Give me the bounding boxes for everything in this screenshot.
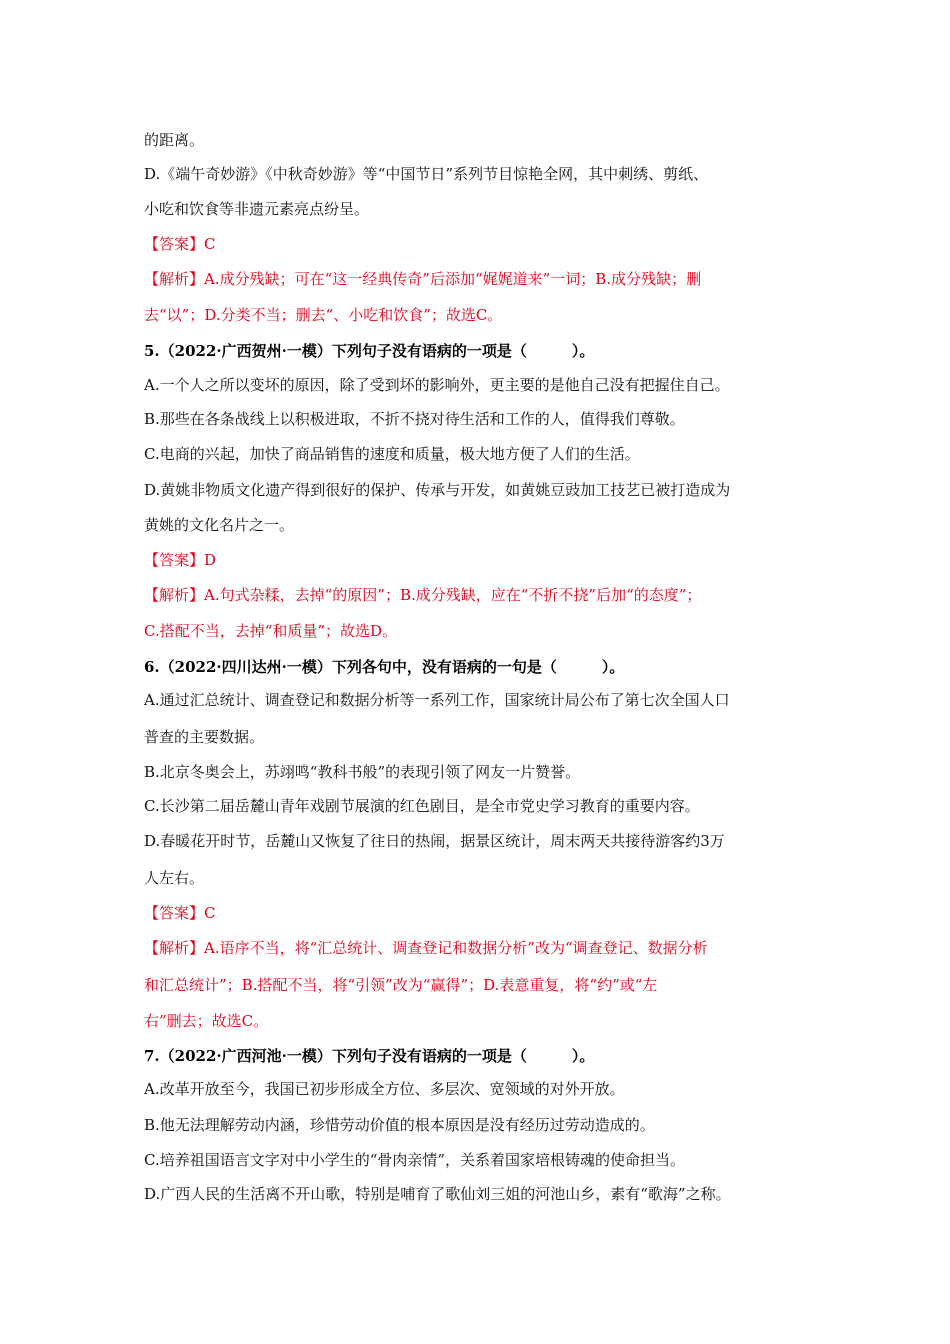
text-line: A.一个人之所以变坏的原因，除了受到坏的影响外，更主要的是他自己没有把握住自己。 (144, 376, 730, 394)
analysis-line: C.搭配不当，去掉“和质量”；故选D。 (144, 622, 398, 640)
question-heading: 6.（2022·四川达州·一模）下列各句中，没有语病的一句是（ ）。 (144, 658, 625, 676)
analysis-line: 【解析】A.语序不当，将“汇总统计、调查登记和数据分析”改为“调查登记、数据分析 (144, 939, 708, 957)
text-line: 的距离。 (144, 131, 205, 149)
answer-line: 【答案】D (144, 551, 217, 569)
text-line: 普查的主要数据。 (144, 728, 265, 746)
analysis-line: 和汇总统计”；B.搭配不当，将“引领”改为“赢得”；D.表意重复，将“约”或“左 (144, 976, 658, 994)
text-line: 人左右。 (144, 869, 205, 887)
text-line: D.春暖花开时节，岳麓山又恢复了往日的热闹，据景区统计，周末两天共接待游客约3万 (144, 832, 725, 850)
text-line: B.那些在各条战线上以积极进取，不折不挠对待生活和工作的人，值得我们尊敬。 (144, 410, 685, 428)
text-line: 黄姚的文化名片之一。 (144, 516, 295, 534)
question-heading: 5.（2022·广西贺州·一模）下列句子没有语病的一项是（ ）。 (144, 342, 595, 360)
analysis-line: 【解析】A.句式杂糅，去掉“的原因”；B.成分残缺，应在“不折不挠”后加“的态度”； (144, 586, 702, 604)
question-heading: 7.（2022·广西河池·一模）下列句子没有语病的一项是（ ）。 (144, 1047, 595, 1065)
text-line: D.黄姚非物质文化遗产得到很好的保护、传承与开发，如黄姚豆豉加工技艺已被打造成为 (144, 481, 731, 499)
text-line: C.培养祖国语言文字对中小学生的“骨肉亲情”，关系着国家培根铸魂的使命担当。 (144, 1151, 686, 1169)
text-line: D.广西人民的生活离不开山歌，特别是哺育了歌仙刘三姐的河池山乡，素有“歌海”之称。 (144, 1185, 731, 1203)
text-line: 小吃和饮食等非遗元素亮点纷呈。 (144, 200, 370, 218)
text-line: C.长沙第二届岳麓山青年戏剧节展演的红色剧目，是全市党史学习教育的重要内容。 (144, 797, 700, 815)
text-line: A.改革开放至今，我国已初步形成全方位、多层次、宽领域的对外开放。 (144, 1080, 625, 1098)
analysis-line: 右”删去；故选C。 (144, 1012, 269, 1030)
analysis-line: 【解析】A.成分残缺；可在“这一经典传奇”后添加“娓娓道来”一词；B.成分残缺；删 (144, 270, 702, 288)
text-line: A.通过汇总统计、调查登记和数据分析等一系列工作，国家统计局公布了第七次全国人口 (144, 691, 730, 709)
text-line: C.电商的兴起，加快了商品销售的速度和质量，极大地方便了人们的生活。 (144, 445, 640, 463)
answer-line: 【答案】C (144, 235, 216, 253)
text-line: B.北京冬奥会上，苏翊鸣“教科书般”的表现引领了网友一片赞誉。 (144, 763, 581, 781)
text-line: B.他无法理解劳动内涵，珍惜劳动价值的根本原因是没有经历过劳动造成的。 (144, 1116, 655, 1134)
analysis-line: 去“以”；D.分类不当；删去“、小吃和饮食”；故选C。 (144, 306, 503, 324)
answer-line: 【答案】C (144, 904, 216, 922)
text-line: D.《端午奇妙游》《中秋奇妙游》等“中国节日”系列节目惊艳全网，其中刺绣、剪纸、 (144, 165, 709, 183)
